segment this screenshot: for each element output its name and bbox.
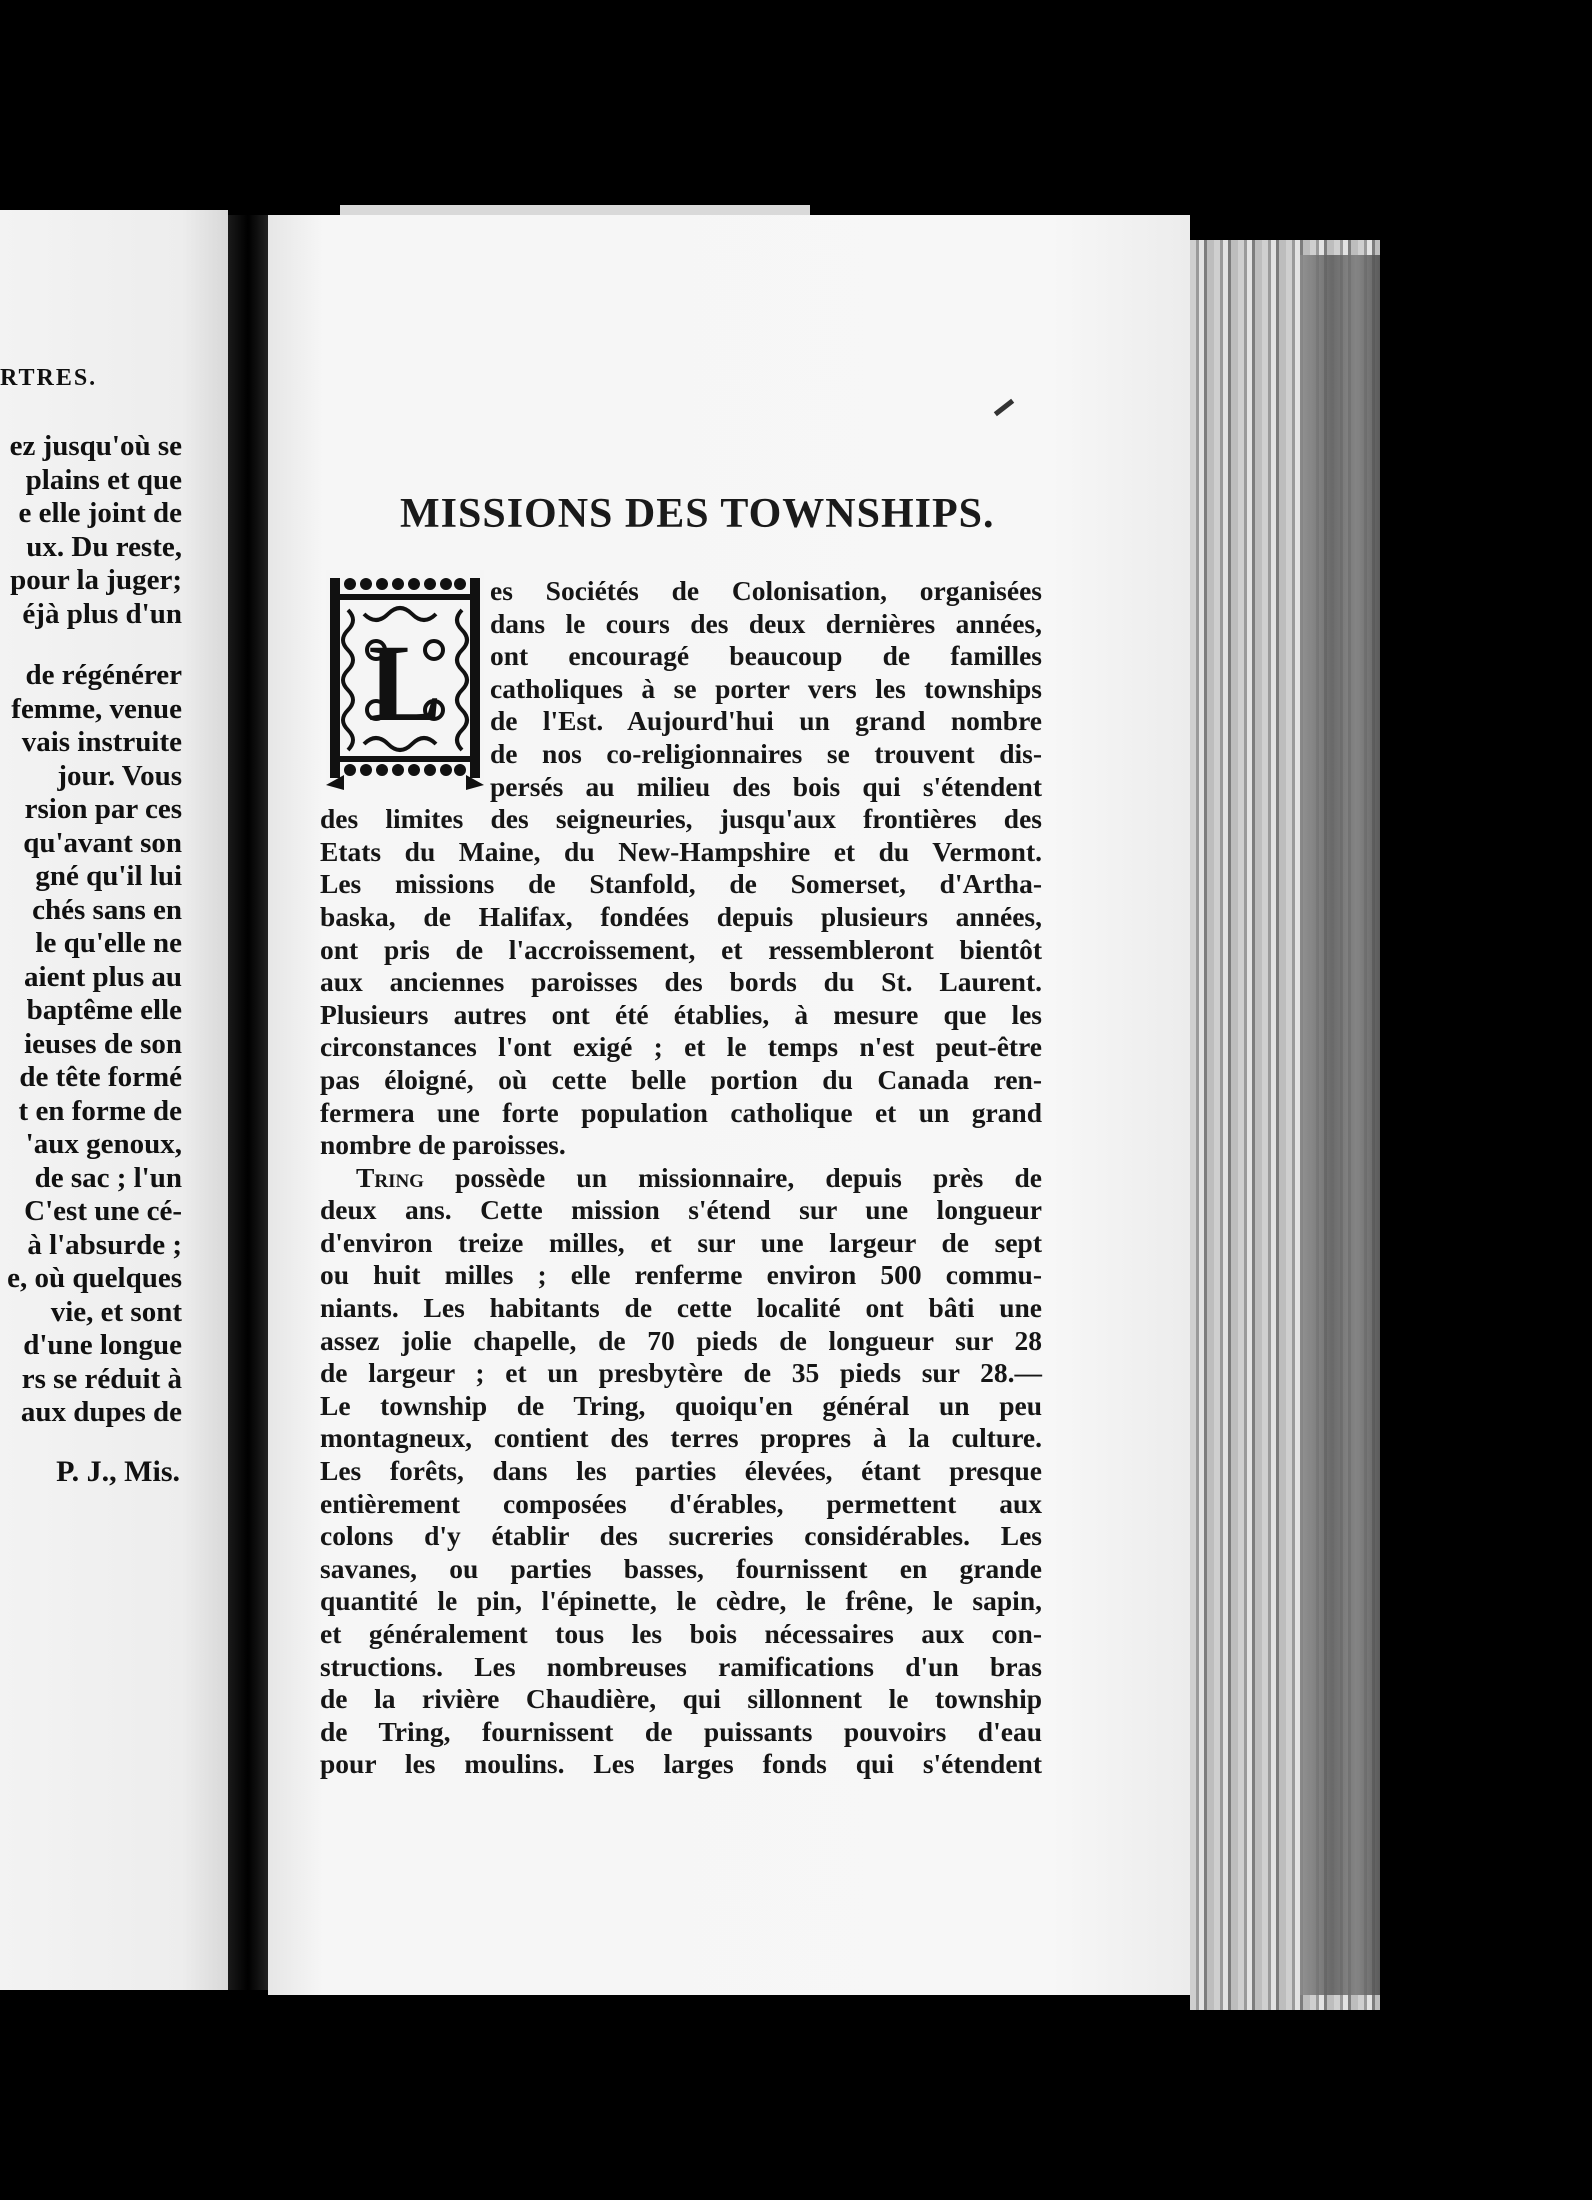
body-text-line: de l'Est. Aujourd'hui un grand nombre bbox=[490, 705, 1042, 737]
body-text-line: ou huit milles ; elle renferme environ 500 commu- bbox=[320, 1259, 1042, 1291]
left-text-line: e elle joint de bbox=[18, 497, 182, 529]
body-text-line: persés au milieu des bois qui s'étendent bbox=[490, 770, 1042, 802]
body-text-line: de la rivière Chaudière, qui sillonnent le township bbox=[320, 1683, 1042, 1715]
body-text-line: dans le cours des deux dernières années, bbox=[490, 607, 1042, 639]
body-text-line: baska, de Halifax, fondées depuis plusieurs années, bbox=[320, 900, 1042, 932]
left-text-line: d'une longue bbox=[23, 1329, 182, 1361]
body-text-line: nombre de paroisses. bbox=[320, 1129, 566, 1161]
left-text-line: gné qu'il lui bbox=[35, 860, 182, 892]
body-text-line: deux ans. Cette mission s'étend sur une longueur bbox=[320, 1194, 1042, 1226]
left-text-line: femme, venue bbox=[11, 692, 182, 725]
body-text-line: es Sociétés de Colonisation, organisées bbox=[490, 575, 1042, 606]
left-text-line: plains et que bbox=[25, 463, 182, 496]
body-text-line: aux anciennes paroisses des bords du St. Laurent. bbox=[320, 966, 1042, 998]
body-text-line: Les missions de Stanfold, de Somerset, d'Artha- bbox=[320, 868, 1042, 900]
paragraph-lead-rest: possède un missionnaire, depuis près de bbox=[423, 1161, 1042, 1193]
left-text-line: rsion par ces bbox=[24, 793, 182, 825]
left-text-line: jour. Vous bbox=[57, 759, 182, 792]
body-text-line: niants. Les habitants de cette localité ont bâti une bbox=[320, 1292, 1042, 1324]
left-running-header: RTRES. bbox=[0, 365, 98, 391]
body-text-line: pas éloigné, où cette belle portion du Canada ren- bbox=[320, 1063, 1042, 1095]
body-text-line: de largeur ; et un presbytère de 35 pieds sur 28.— bbox=[320, 1357, 1042, 1389]
left-text-line: chés sans en bbox=[32, 893, 182, 926]
left-text-line: à l'absurde ; bbox=[27, 1228, 182, 1261]
body-text-line: ont encouragé beaucoup de familles bbox=[490, 640, 1042, 672]
left-text-line: éjà plus d'un bbox=[22, 597, 182, 630]
left-signature: P. J., Mis. bbox=[56, 1455, 180, 1488]
left-text-line: ux. Du reste, bbox=[26, 530, 182, 563]
left-text-line: pour la juger; bbox=[10, 564, 182, 596]
body-text-line: catholiques à se porter vers les townships bbox=[490, 672, 1042, 704]
body-text-line: Etats du Maine, du New-Hampshire et du Vermont. bbox=[320, 835, 1042, 867]
body-text-line: Les forêts, dans les parties élevées, étant presque bbox=[320, 1455, 1042, 1487]
article-body bbox=[320, 575, 1042, 1781]
body-text-line: ont pris de l'accroissement, et ressembleront bientôt bbox=[320, 933, 1042, 965]
body-text-line: savanes, ou parties basses, fournissent en grande bbox=[320, 1552, 1042, 1584]
left-text-line: aux dupes de bbox=[20, 1396, 182, 1428]
body-text-line bbox=[320, 1162, 1042, 1195]
left-text-line: vais instruite bbox=[21, 726, 182, 758]
left-text-line: le qu'elle ne bbox=[35, 927, 182, 959]
body-text-line: montagneux, contient des terres propres à la culture. bbox=[320, 1422, 1042, 1454]
left-text-line: vie, et sont bbox=[50, 1295, 182, 1328]
body-text-line: circonstances l'ont exigé ; et le temps n'est peut-être bbox=[320, 1031, 1042, 1063]
body-text-line: pour les moulins. Les larges fonds qui s'étendent bbox=[320, 1748, 1042, 1780]
body-text-line: et généralement tous les bois nécessaires aux con- bbox=[320, 1618, 1042, 1649]
body-text-line: quantité le pin, l'épinette, le cèdre, le frêne, le sapin, bbox=[320, 1585, 1042, 1617]
left-text-line: de tête formé bbox=[19, 1061, 182, 1093]
top-paper-strip bbox=[340, 205, 810, 215]
paragraph-lead-word: Tring bbox=[356, 1161, 424, 1193]
body-text-line: entièrement composées d'érables, permettent aux bbox=[320, 1487, 1042, 1519]
body-text-line: d'environ treize milles, et sur une largeur de sept bbox=[320, 1226, 1042, 1258]
left-page bbox=[0, 210, 228, 1990]
left-text-column bbox=[7, 430, 182, 1430]
body-text-line: structions. Les nombreuses ramifications d'un bras bbox=[320, 1650, 1042, 1682]
page-title: MISSIONS DES TOWNSHIPS. bbox=[400, 491, 995, 537]
left-text-line: qu'avant son bbox=[23, 826, 182, 859]
left-text-line: de régénérer bbox=[25, 659, 182, 691]
book-gutter bbox=[228, 215, 268, 1990]
left-text-line: e, où quelques bbox=[7, 1262, 182, 1294]
body-text-line: de Tring, fournissent de puissants pouvoirs d'eau bbox=[320, 1715, 1042, 1747]
left-text-line: t en forme de bbox=[18, 1094, 182, 1127]
body-text-line: fermera une forte population catholique et un grand bbox=[320, 1096, 1042, 1128]
left-text-line: baptême elle bbox=[26, 994, 182, 1026]
dropcap-letter: L bbox=[368, 622, 442, 744]
body-text-line: colons d'y établir des sucreries considérables. Les bbox=[320, 1520, 1042, 1552]
left-text-line: C'est une cé- bbox=[24, 1195, 182, 1227]
body-text-line: assez jolie chapelle, de 70 pieds de longueur sur 28 bbox=[320, 1324, 1042, 1356]
left-text-line: ieuses de son bbox=[24, 1027, 182, 1060]
body-text-line: de nos co-religionnaires se trouvent dis- bbox=[490, 737, 1042, 769]
book-fore-edge bbox=[1300, 255, 1380, 1995]
left-text-line: aient plus au bbox=[24, 960, 182, 993]
body-text-line: des limites des seigneuries, jusqu'aux frontières des bbox=[320, 803, 1042, 835]
left-text-line: ez jusqu'où se bbox=[9, 430, 182, 462]
body-text-line: Plusieurs autres ont été établies, à mesure que les bbox=[320, 998, 1042, 1030]
left-text-line: 'aux genoux, bbox=[25, 1128, 182, 1160]
body-text-line: Le township de Tring, quoiqu'en général un peu bbox=[320, 1389, 1042, 1421]
left-text-line: de sac ; l'un bbox=[34, 1161, 182, 1194]
left-text-line: rs se réduit à bbox=[21, 1362, 182, 1395]
